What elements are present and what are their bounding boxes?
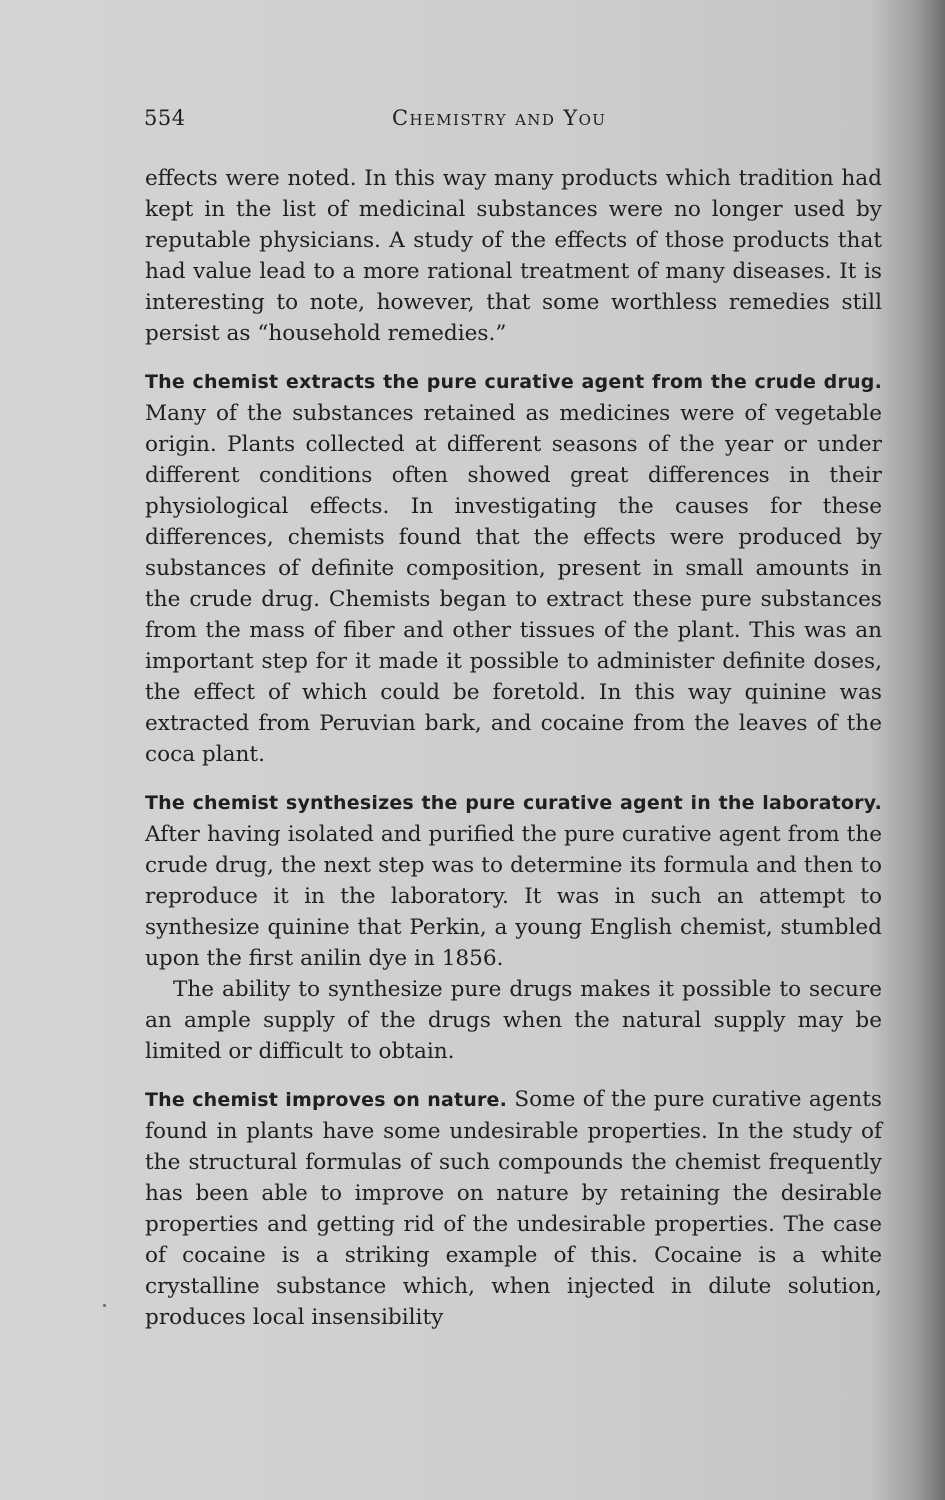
paragraph-text: effects were noted. In this way many products which tradition had kept in the list of medicinal substances were no longer used by reputable physicians. A study of the effects of those products that had value lead to a more rational treatment of many diseases. It is interesting to note, however, that some worthless remedies still persist as “household remedies.”	[145, 166, 882, 346]
paragraph-text: Many of the substances retained as medicines were of vegetable origin. Plants collected at different seasons of the year or under different conditions often showed great differences in their physiological effects. In investigating the causes for these differences, chemists found that the effects were produced by substances of definite composition, present in small amounts in the crude drug. Chemists began to extract these pure substances from the mass of fiber and other tissues of the plant. This was an important step for it made it possible to administer definite doses, the effect of which could be foretold. In this way quinine was extracted from Peruvian bark, and cocaine from the leaves of the coca plant.	[145, 401, 882, 767]
paragraph-supply	[145, 974, 882, 1067]
margin-speck	[103, 1304, 106, 1307]
body-text	[145, 163, 882, 1333]
paragraph-extraction	[145, 366, 882, 770]
paragraph-text: Some of the pure curative agents found in plants have some undesirable properties. In the study of the structural formulas of such compounds the chemist frequently has been able to improve on nature by retaining the desirable properties and getting rid of the undesirable properties. The case of cocaine is a striking example of this. Cocaine is a white crystalline substance which, when injected in dilute solution, produces local insensibility	[145, 1087, 882, 1330]
section-heading: The chemist extracts the pure curative agent from the crude drug.	[145, 371, 882, 393]
paragraph-continuation	[145, 163, 882, 349]
page-number: 554	[144, 106, 186, 130]
running-title: Chemistry and You	[392, 106, 607, 130]
paragraph-text: The ability to synthesize pure drugs makes it possible to secure an ample supply of the drugs when the natural supply may be limited or difficult to obtain.	[145, 977, 882, 1064]
paragraph-text: After having isolated and purified the pure curative agent from the crude drug, the next step was to determine its formula and then to reproduce it in the laboratory. It was in such an attempt to synthesize quinine that Perkin, a young English chemist, stumbled upon the first anilin dye in 1856.	[145, 822, 882, 971]
paragraph-improves-nature	[145, 1084, 882, 1333]
section-heading: The chemist improves on nature.	[145, 1089, 508, 1111]
paragraph-synthesis	[145, 787, 882, 974]
page-header	[144, 106, 882, 138]
section-heading: The chemist synthesizes the pure curative agent in the laboratory.	[145, 792, 882, 814]
